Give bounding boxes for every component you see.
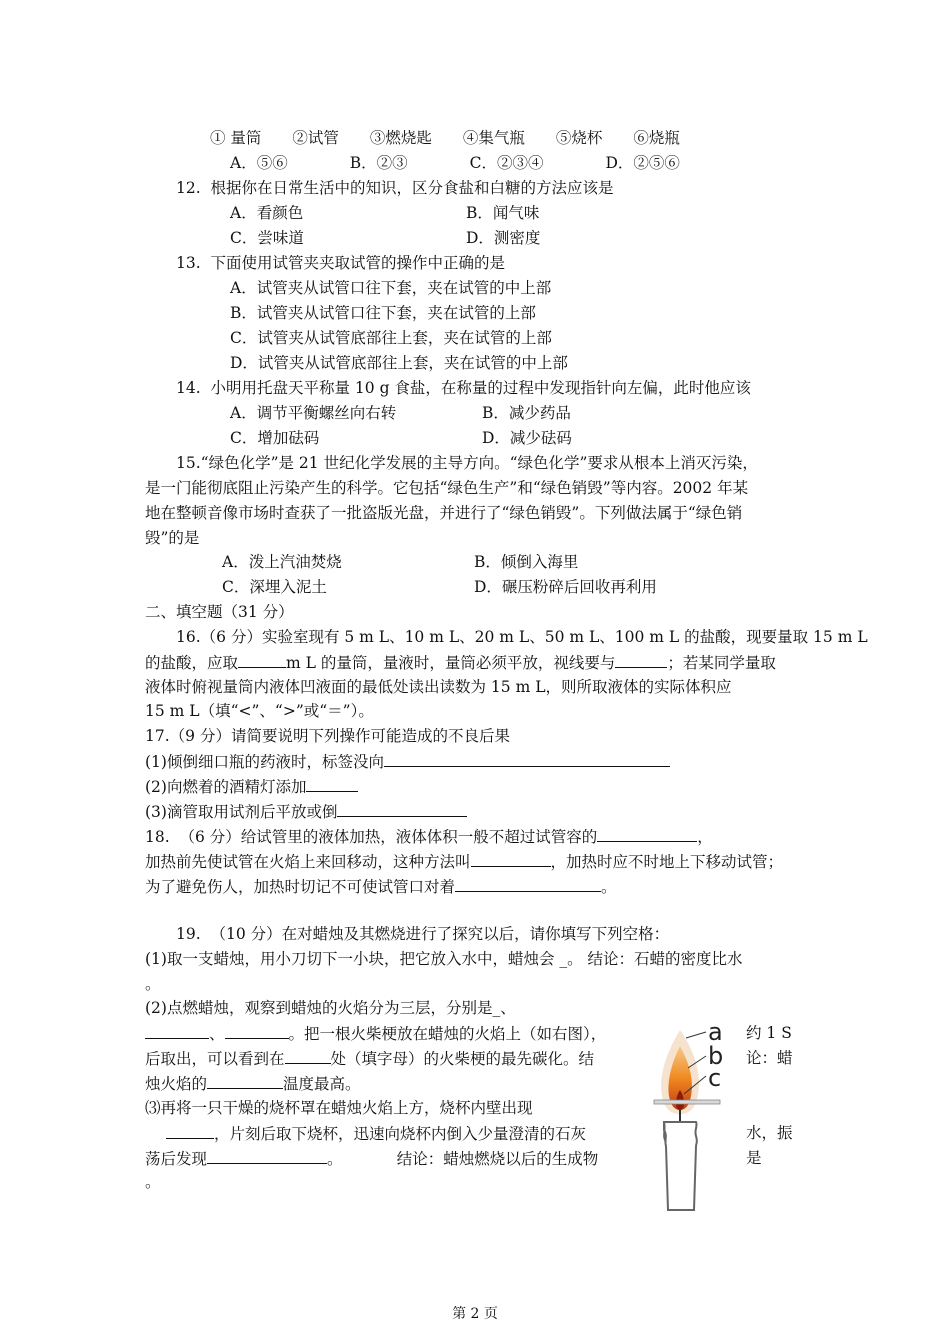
- q15-option-a: A．泼上汽油焚烧: [222, 553, 342, 571]
- q19-part2-right-2: 论：蜡: [746, 1049, 793, 1067]
- q19-text-2b1: 、: [209, 1025, 225, 1043]
- matchstick: [654, 1100, 720, 1104]
- q19-text-3c2: 。 结论：蜡烛燃烧以后的生成物: [327, 1150, 599, 1168]
- q16-blank-sightline[interactable]: [615, 652, 667, 668]
- q19-part1-line-2: 。: [145, 975, 161, 993]
- q18-text-1-end: ，: [697, 828, 713, 846]
- q15-line-2: 是一门能彻底阻止污染产生的科学。它包括“绿色生产”和“绿色销毁”等内容。2002 年某: [145, 479, 749, 497]
- q19-text-3b: ，片刻后取下烧杯，迅速向烧杯内倒入少量澄清的石灰: [214, 1125, 587, 1143]
- q14-stem: 14. 小明用托盘天平称量 10 g 食盐，在称量的过程中发现指针向左偏，此时他应该: [176, 379, 751, 397]
- q16-line-1: 16.（6 分）实验室现有 5 m L、10 m L、20 m L、50 m L、100 m L 的盐酸，现要量取 15 m L: [176, 628, 868, 646]
- q18-blank-method[interactable]: [471, 851, 551, 867]
- q19-part3-line-1: ⑶再将一只干燥的烧杯罩在蜡烛火焰上方，烧杯内壁出现: [145, 1099, 533, 1117]
- q17-stem: 17.（9 分）请简要说明下列操作可能造成的不良后果: [145, 727, 510, 745]
- q11-choices-line: A．⑤⑥ B．②③ C．②③④ D．②⑤⑥: [230, 154, 680, 172]
- q17-blank-2[interactable]: [306, 776, 358, 792]
- q19-blank-layer-2[interactable]: [145, 1023, 209, 1039]
- q15-line-3: 地在整顿音像市场时查获了一批盗版光盘，并进行了“绿色销毁”。下列做法属于“绿色销: [145, 504, 743, 522]
- q16-line-2: [145, 652, 776, 673]
- label-b: b: [708, 1042, 724, 1070]
- q17-item-2-text: (2)向燃着的酒精灯添加: [145, 778, 307, 796]
- q19-part2-line-1: (2)点燃蜡烛，观察到蜡烛的火焰分为三层，分别是_、: [145, 999, 516, 1017]
- q18-text-3b: 。: [601, 878, 617, 896]
- q12-option-d: D．测密度: [466, 229, 541, 247]
- q19-text-2d1: 烛火焰的: [145, 1075, 208, 1093]
- q19-blank-limewater[interactable]: [207, 1148, 327, 1164]
- page-number: 第 2 页: [452, 1306, 498, 1322]
- section-2-heading: 二、填空题（31 分）: [145, 603, 294, 621]
- q12-stem: 12. 根据你在日常生活中的知识，区分食盐和白糖的方法应该是: [176, 179, 614, 197]
- q14-option-a: A．调节平衡螺丝向右转: [230, 404, 397, 422]
- q18-blank-direction[interactable]: [455, 876, 601, 892]
- q18-line-1: [145, 826, 713, 847]
- label-a: a: [708, 1018, 723, 1046]
- q18-blank-volume[interactable]: [597, 826, 697, 842]
- q15-option-d: D．碾压粉碎后回收再利用: [474, 578, 657, 596]
- q19-part3-line-4: 。: [145, 1173, 161, 1191]
- q19-stem: 19. （10 分）在对蜡烛及其燃烧进行了探究以后，请你填写下列空格：: [176, 925, 670, 943]
- q19-blank-observation[interactable]: [166, 1123, 214, 1139]
- q13-option-c: C．试管夹从试管底部往上套，夹在试管的上部: [230, 329, 552, 347]
- q19-part2-right-1: 约 1 S: [746, 1024, 792, 1042]
- q17-item-2: [145, 776, 358, 797]
- q19-blank-hottest[interactable]: [207, 1073, 283, 1089]
- q13-option-b: B．试管夹从试管口往下套，夹在试管的上部: [230, 304, 536, 322]
- q17-item-3-text: (3)滴管取用试剂后平放或倒: [145, 803, 338, 821]
- q19-part3-line-2: [166, 1123, 586, 1144]
- q12-option-a: A．看颜色: [230, 204, 304, 222]
- q14-option-d: D．减少砝码: [482, 429, 572, 447]
- label-c: c: [708, 1064, 722, 1092]
- q19-text-2b2: 。把一根火柴梗放在蜡烛的火焰上（如右图），: [288, 1025, 607, 1043]
- q18-line-2: [145, 851, 783, 872]
- q18-line-3: [145, 876, 617, 897]
- q12-option-b: B．闻气味: [466, 204, 540, 222]
- q16-line-4: 15 m L（填“<”、“>”或“＝”）。: [145, 702, 374, 720]
- q16-text-2b: m L 的量筒，量液时，量筒必须平放，视线要与: [286, 654, 616, 672]
- q19-part3-right-2: 是: [746, 1149, 762, 1167]
- q17-item-3: [145, 801, 467, 822]
- q16-text-2a: 的盐酸，应取: [145, 654, 239, 672]
- q18-text-2b: ，加热时应不时地上下移动试管；: [550, 853, 784, 871]
- q19-text-2c1: 后取出，可以看到在: [145, 1050, 285, 1068]
- q16-blank-cylinder[interactable]: [238, 652, 286, 668]
- q15-option-c: C．深埋入泥土: [222, 578, 327, 596]
- q16-line-3: 液体时俯视量筒内液体凹液面的最低处读出读数为 15 m L，则所取液体的实际体积应: [145, 678, 732, 696]
- q19-text-3c1: 荡后发现: [145, 1150, 208, 1168]
- q18-text-3a: 为了避免伤人，加热时切记不可使试管口对着: [145, 878, 456, 896]
- q13-stem: 13. 下面使用试管夹夹取试管的操作中正确的是: [176, 254, 506, 272]
- q19-part1-line-1: (1)取一支蜡烛，用小刀切下一小块，把它放入水中，蜡烛会 _。 结论：石蜡的密度比水: [145, 950, 743, 968]
- q15-line-4: 毁”的是: [145, 529, 200, 547]
- q18-text-1: 18. （6 分）给试管里的液体加热，液体体积一般不超过试管容的: [145, 828, 598, 846]
- q13-option-a: A．试管夹从试管口往下套，夹在试管的中上部: [230, 279, 552, 297]
- q19-blank-layer-3[interactable]: [225, 1023, 289, 1039]
- candle-figure: [650, 1018, 740, 1218]
- q19-part2-line-4: [145, 1073, 361, 1094]
- q19-text-2c2: 处（填字母）的火柴梗的最先碳化。结: [330, 1050, 595, 1068]
- q19-text-2d2: 温度最高。: [283, 1075, 361, 1093]
- q18-text-2a: 加热前先使试管在火焰上来回移动，这种方法叫: [145, 853, 471, 871]
- q11-options-line: ① 量筒 ②试管 ③燃烧匙 ④集气瓶 ⑤烧杯 ⑥烧瓶: [210, 129, 680, 147]
- q14-option-b: B．减少药品: [482, 404, 571, 422]
- q19-part3-right-1: 水，振: [746, 1124, 793, 1142]
- q19-blank-letter[interactable]: [285, 1048, 331, 1064]
- q14-option-c: C．增加砝码: [230, 429, 320, 447]
- q19-part2-line-2: [145, 1023, 606, 1044]
- q19-part2-line-3: [145, 1048, 594, 1069]
- candle-body: [664, 1122, 697, 1210]
- q12-option-c: C．尝味道: [230, 229, 304, 247]
- q15-line-1: 15.“绿色化学”是 21 世纪化学发展的主导方向。“绿色化学”要求从根本上消灭污染，: [176, 454, 758, 472]
- q16-text-2c: ；若某同学量取: [667, 654, 776, 672]
- q15-option-b: B．倾倒入海里: [474, 553, 579, 571]
- q17-blank-1[interactable]: [384, 751, 670, 767]
- q17-item-1-text: (1)倾倒细口瓶的药液时，标签没向: [145, 753, 384, 771]
- q19-part3-line-3: [145, 1148, 598, 1169]
- q13-option-d: D．试管夹从试管底部往上套，夹在试管的中上部: [230, 354, 568, 372]
- q17-blank-3[interactable]: [337, 801, 467, 817]
- q17-item-1: [145, 751, 670, 772]
